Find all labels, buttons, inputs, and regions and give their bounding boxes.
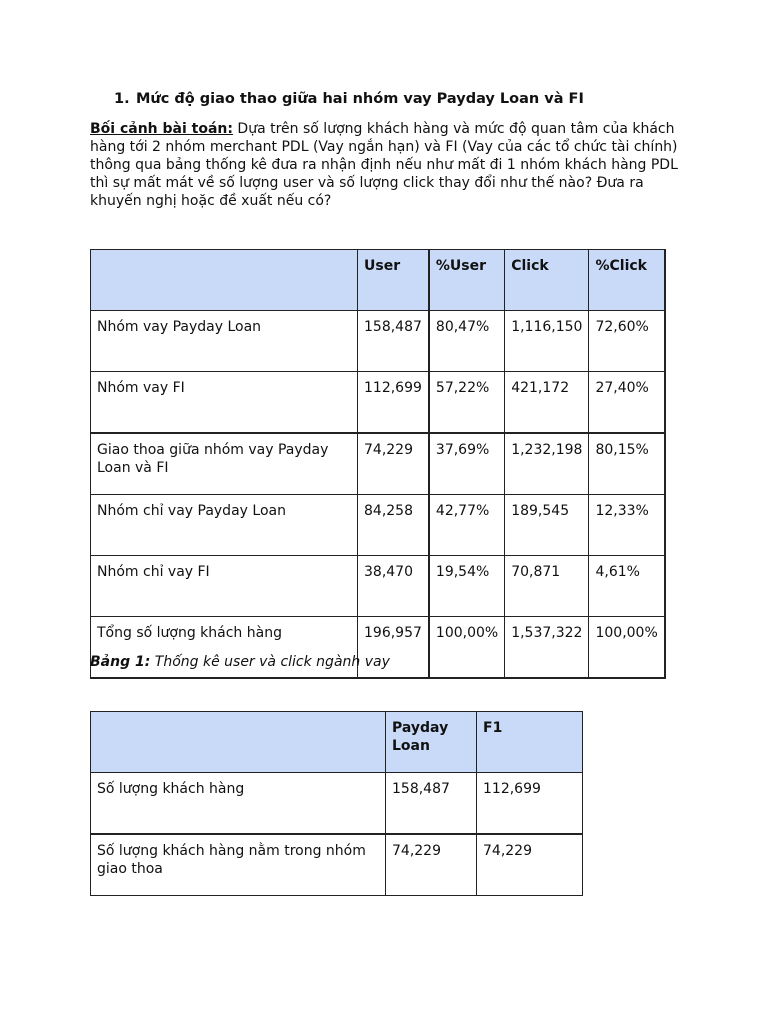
table-row bbox=[91, 495, 665, 556]
table-row bbox=[91, 311, 665, 372]
caption-label: Bảng 1: bbox=[90, 654, 151, 670]
row-label: Nhóm chỉ vay Payday Loan bbox=[91, 495, 358, 556]
cell-click: 421,172 bbox=[505, 372, 589, 434]
section-heading bbox=[114, 91, 584, 107]
cell-pct-user: 19,54% bbox=[429, 556, 505, 617]
cell-click: 189,545 bbox=[505, 495, 589, 556]
cell-pct-click: 4,61% bbox=[589, 556, 665, 617]
context-body: Dựa trên số lượng khách hàng và mức độ quan tâm của khách hàng tới 2 nhóm merchant PDL (Vay ngắn hạn) và FI (Vay của các tổ chức tài chính) thông qua bảng thống kê đưa ra nhận định nếu như mất đi 1 nhóm khách hàng PDL thì sự mất mát về số lượng user và số lượng click thay đổi như thế nào? Đưa ra khuyến nghị hoặc đề xuất nếu có? bbox=[90, 121, 678, 209]
cell-pct-click: 27,40% bbox=[589, 372, 665, 434]
row-label: Nhóm vay Payday Loan bbox=[91, 311, 358, 372]
cell-user: 84,258 bbox=[358, 495, 429, 556]
cell-pct-user: 80,47% bbox=[429, 311, 505, 372]
row-label: Số lượng khách hàng nằm trong nhóm giao thoa bbox=[91, 834, 386, 896]
header-f1: F1 bbox=[477, 712, 583, 773]
cell-pct-user: 100,00% bbox=[429, 617, 505, 679]
header-payday-loan: Payday Loan bbox=[386, 712, 477, 773]
table-header-row bbox=[91, 250, 665, 311]
cell-pct-user: 42,77% bbox=[429, 495, 505, 556]
cell-click: 1,232,198 bbox=[505, 433, 589, 495]
cell-user: 158,487 bbox=[358, 311, 429, 372]
caption-text: Thống kê user và click ngành vay bbox=[150, 654, 390, 670]
table-row bbox=[91, 773, 583, 835]
section-title: Mức độ giao thao giữa hai nhóm vay Payday Loan và FI bbox=[136, 91, 584, 107]
row-label: Giao thoa giữa nhóm vay Payday Loan và FI bbox=[91, 433, 358, 495]
row-label: Nhóm chỉ vay FI bbox=[91, 556, 358, 617]
cell-pct-click: 72,60% bbox=[589, 311, 665, 372]
cell-pct-click: 80,15% bbox=[589, 433, 665, 495]
table-header-row bbox=[91, 712, 583, 773]
header-click: Click bbox=[505, 250, 589, 311]
cell-pct-user: 57,22% bbox=[429, 372, 505, 434]
header-user: User bbox=[358, 250, 429, 311]
table-row bbox=[91, 556, 665, 617]
cell-user: 196,957 bbox=[358, 617, 429, 679]
row-label: Số lượng khách hàng bbox=[91, 773, 386, 835]
cell-click: 1,537,322 bbox=[505, 617, 589, 679]
cell-pct-click: 100,00% bbox=[589, 617, 665, 679]
section-number: 1. bbox=[114, 91, 130, 107]
cell-user: 38,470 bbox=[358, 556, 429, 617]
cell-payday-loan: 74,229 bbox=[386, 834, 477, 896]
cell-click: 1,116,150 bbox=[505, 311, 589, 372]
header-cell-empty bbox=[91, 712, 386, 773]
user-click-table bbox=[90, 249, 666, 679]
header-pct-click: %Click bbox=[589, 250, 665, 311]
row-label: Tổng số lượng khách hàng bbox=[91, 617, 358, 679]
context-lead: Bối cảnh bài toán: bbox=[90, 121, 233, 137]
cell-pct-user: 37,69% bbox=[429, 433, 505, 495]
header-cell-empty bbox=[91, 250, 358, 311]
context-paragraph bbox=[90, 120, 690, 210]
header-pct-user: %User bbox=[429, 250, 505, 311]
cell-f1: 112,699 bbox=[477, 773, 583, 835]
cell-f1: 74,229 bbox=[477, 834, 583, 896]
table-caption bbox=[90, 654, 390, 670]
table-row bbox=[91, 834, 583, 896]
row-label: Nhóm vay FI bbox=[91, 372, 358, 434]
cell-payday-loan: 158,487 bbox=[386, 773, 477, 835]
cell-user: 74,229 bbox=[358, 433, 429, 495]
cell-pct-click: 12,33% bbox=[589, 495, 665, 556]
cell-click: 70,871 bbox=[505, 556, 589, 617]
table-row bbox=[91, 372, 665, 434]
table-row bbox=[91, 433, 665, 495]
cell-user: 112,699 bbox=[358, 372, 429, 434]
overlap-table bbox=[90, 711, 583, 896]
